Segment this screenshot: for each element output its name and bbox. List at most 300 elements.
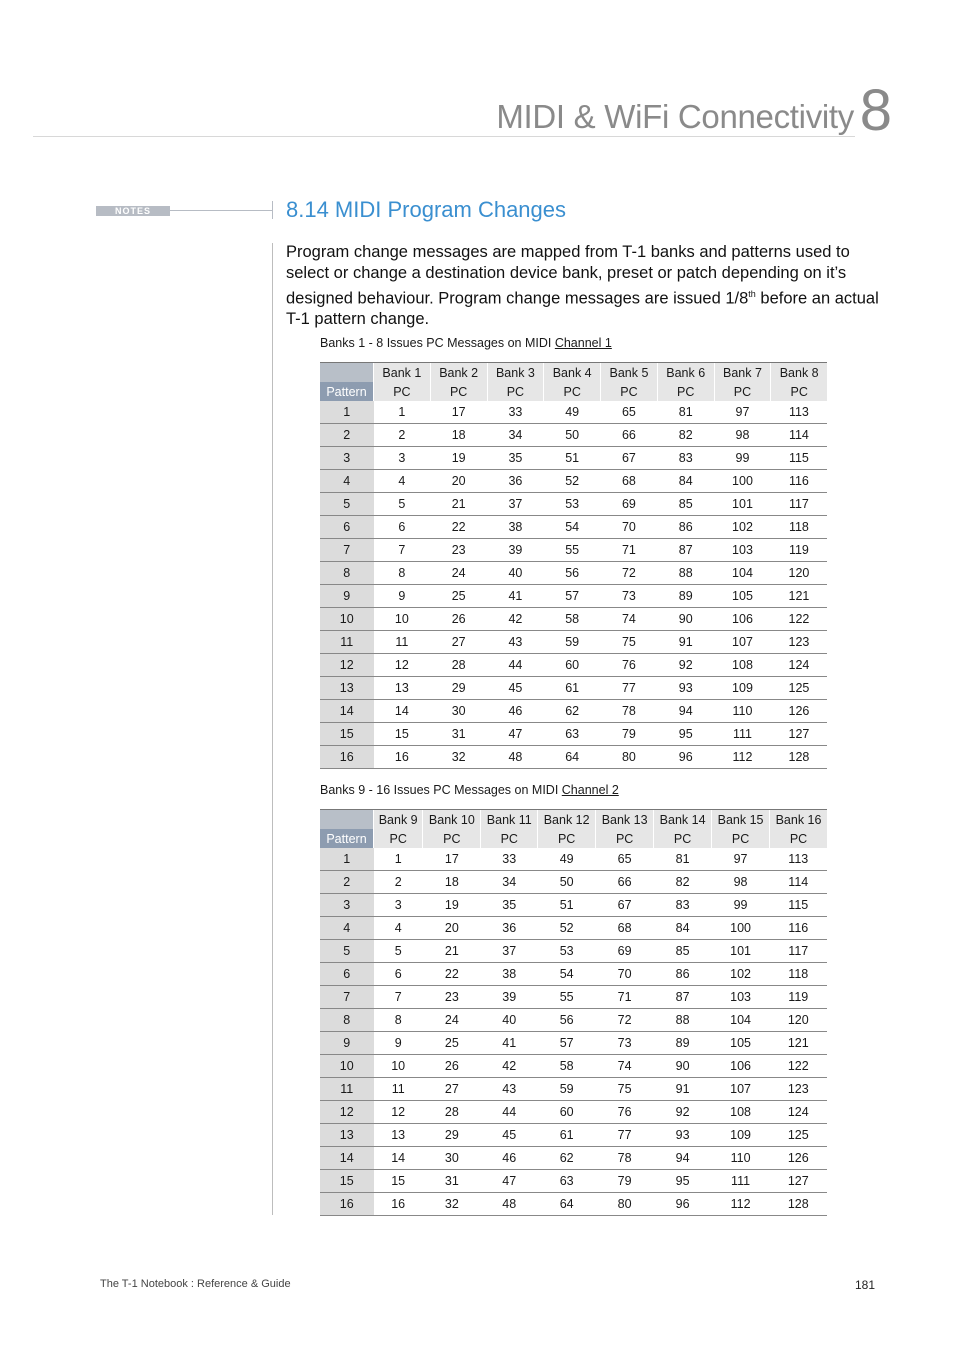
pattern-number-cell: 2 — [320, 871, 374, 894]
pc-value-cell: 77 — [601, 677, 658, 700]
pc-value-cell: 97 — [714, 401, 771, 424]
pattern-number-cell: 8 — [320, 562, 374, 585]
pattern-number-cell: 1 — [320, 401, 374, 424]
bank-header-row — [320, 810, 827, 830]
pattern-number-cell: 2 — [320, 424, 374, 447]
pc-value-cell: 47 — [481, 1170, 538, 1193]
pc-value-cell: 80 — [601, 746, 658, 769]
pc-value-cell: 111 — [714, 723, 771, 746]
pc-value-cell: 55 — [538, 986, 596, 1009]
pc-value-cell: 81 — [654, 848, 712, 871]
bank-header: Bank 9 — [374, 810, 423, 830]
pc-value-cell: 66 — [596, 871, 654, 894]
table-row — [320, 516, 827, 539]
pc-value-cell: 103 — [712, 986, 770, 1009]
pc-value-cell: 80 — [596, 1193, 654, 1216]
pc-value-cell: 70 — [596, 963, 654, 986]
pc-value-cell: 30 — [423, 1147, 481, 1170]
pc-header: PC — [714, 382, 771, 401]
bank-header: Bank 16 — [770, 810, 827, 830]
pattern-number-cell: 13 — [320, 1124, 374, 1147]
bank-header: Bank 7 — [714, 363, 771, 383]
table-row — [320, 917, 827, 940]
pc-value-cell: 83 — [654, 894, 712, 917]
pc-value-cell: 60 — [538, 1101, 596, 1124]
pc-value-cell: 101 — [714, 493, 771, 516]
intro-superscript: th — [748, 288, 756, 299]
bank-header: Bank 12 — [538, 810, 596, 830]
pc-value-cell: 44 — [487, 654, 544, 677]
pc-value-cell: 5 — [374, 940, 423, 963]
pc-value-cell: 73 — [596, 1032, 654, 1055]
pc-value-cell: 112 — [714, 746, 771, 769]
pc-value-cell: 61 — [544, 677, 601, 700]
table-row — [320, 585, 827, 608]
pc-value-cell: 32 — [430, 746, 487, 769]
pc-value-cell: 124 — [771, 654, 827, 677]
pattern-number-cell: 10 — [320, 608, 374, 631]
pc-value-cell: 112 — [712, 1193, 770, 1216]
pc-value-cell: 71 — [596, 986, 654, 1009]
pc-header: PC — [487, 382, 544, 401]
pc-value-cell: 39 — [487, 539, 544, 562]
pc-value-cell: 18 — [430, 424, 487, 447]
table-row — [320, 1170, 827, 1193]
pc-value-cell: 46 — [481, 1147, 538, 1170]
pattern-number-cell: 11 — [320, 631, 374, 654]
pc-value-cell: 1 — [374, 401, 431, 424]
pc-value-cell: 29 — [423, 1124, 481, 1147]
pc-value-cell: 97 — [712, 848, 770, 871]
pattern-number-cell: 3 — [320, 894, 374, 917]
intro-text-2: before an actual T-1 pattern change. — [286, 289, 879, 328]
pc-value-cell: 3 — [374, 447, 431, 470]
table-row — [320, 723, 827, 746]
pc-value-cell: 1 — [374, 848, 423, 871]
pattern-number-cell: 9 — [320, 585, 374, 608]
pc-header: PC — [538, 829, 596, 848]
pc-value-cell: 18 — [423, 871, 481, 894]
pc-value-cell: 42 — [481, 1055, 538, 1078]
pc-value-cell: 101 — [712, 940, 770, 963]
pc-value-cell: 124 — [770, 1101, 827, 1124]
pattern-number-cell: 6 — [320, 963, 374, 986]
table-row — [320, 940, 827, 963]
bank-header: Bank 15 — [712, 810, 770, 830]
pc-value-cell: 128 — [771, 746, 827, 769]
pc-value-cell: 28 — [423, 1101, 481, 1124]
pc-value-cell: 58 — [544, 608, 601, 631]
pattern-number-cell: 14 — [320, 700, 374, 723]
pc-value-cell: 17 — [423, 848, 481, 871]
pattern-number-cell: 6 — [320, 516, 374, 539]
pc-value-cell: 91 — [654, 1078, 712, 1101]
pc-value-cell: 104 — [712, 1009, 770, 1032]
pc-value-cell: 102 — [714, 516, 771, 539]
pc-value-cell: 53 — [544, 493, 601, 516]
pc-value-cell: 92 — [654, 1101, 712, 1124]
pc-header: PC — [712, 829, 770, 848]
pattern-number-cell: 13 — [320, 677, 374, 700]
pc-value-cell: 65 — [601, 401, 658, 424]
caption-channel: Channel 2 — [561, 783, 619, 797]
pc-value-cell: 22 — [423, 963, 481, 986]
bank-header: Bank 6 — [657, 363, 714, 383]
pc-value-cell: 40 — [481, 1009, 538, 1032]
table-row — [320, 746, 827, 769]
pc-value-cell: 96 — [657, 746, 714, 769]
pc-value-cell: 9 — [374, 585, 431, 608]
pc-value-cell: 49 — [544, 401, 601, 424]
pc-value-cell: 7 — [374, 539, 431, 562]
pattern-number-cell: 1 — [320, 848, 374, 871]
pc-value-cell: 33 — [481, 848, 538, 871]
pc-value-cell: 34 — [481, 871, 538, 894]
pc-value-cell: 84 — [654, 917, 712, 940]
pc-value-cell: 64 — [538, 1193, 596, 1216]
pc-header: PC — [601, 382, 658, 401]
pc-value-cell: 119 — [771, 539, 827, 562]
pc-value-cell: 15 — [374, 723, 431, 746]
pc-value-cell: 63 — [538, 1170, 596, 1193]
pc-value-cell: 27 — [430, 631, 487, 654]
pc-value-cell: 13 — [374, 677, 431, 700]
column-rule — [272, 243, 273, 1215]
pc-value-cell: 39 — [481, 986, 538, 1009]
pc-value-cell: 28 — [430, 654, 487, 677]
pc-value-cell: 72 — [601, 562, 658, 585]
table-row — [320, 963, 827, 986]
table-row — [320, 894, 827, 917]
pc-value-cell: 111 — [712, 1170, 770, 1193]
pc-value-cell: 56 — [538, 1009, 596, 1032]
page-number: 181 — [855, 1278, 876, 1292]
table-row — [320, 1101, 827, 1124]
pc-value-cell: 58 — [538, 1055, 596, 1078]
pc-value-cell: 108 — [714, 654, 771, 677]
table-row — [320, 871, 827, 894]
caption-channel: Channel 1 — [554, 336, 612, 350]
chapter-title: MIDI & WiFi Connectivity — [496, 98, 854, 135]
pc-value-cell: 15 — [374, 1170, 423, 1193]
pattern-number-cell: 8 — [320, 1009, 374, 1032]
pc-value-cell: 107 — [712, 1078, 770, 1101]
pc-value-cell: 95 — [657, 723, 714, 746]
pc-value-cell: 24 — [423, 1009, 481, 1032]
pc-value-cell: 74 — [601, 608, 658, 631]
pc-value-cell: 95 — [654, 1170, 712, 1193]
section-title: 8.14 MIDI Program Changes — [286, 197, 567, 222]
bank-header: Bank 10 — [423, 810, 481, 830]
table-row — [320, 677, 827, 700]
pc-header: PC — [374, 382, 431, 401]
pc-value-cell: 14 — [374, 700, 431, 723]
pc-value-cell: 59 — [538, 1078, 596, 1101]
bank-header: Bank 5 — [601, 363, 658, 383]
pc-value-cell: 117 — [770, 940, 827, 963]
pc-value-cell: 23 — [423, 986, 481, 1009]
pc-value-cell: 52 — [544, 470, 601, 493]
pc-value-cell: 106 — [712, 1055, 770, 1078]
pc-value-cell: 11 — [374, 631, 431, 654]
pc-value-cell: 82 — [654, 871, 712, 894]
table-row — [320, 1124, 827, 1147]
pc-value-cell: 36 — [481, 917, 538, 940]
pc-value-cell: 41 — [481, 1032, 538, 1055]
pc-value-cell: 89 — [657, 585, 714, 608]
pc-value-cell: 66 — [601, 424, 658, 447]
pc-value-cell: 116 — [771, 470, 827, 493]
pc-value-cell: 87 — [654, 986, 712, 1009]
pc-value-cell: 25 — [430, 585, 487, 608]
pc-header: PC — [374, 829, 423, 848]
pc-value-cell: 20 — [423, 917, 481, 940]
pc-value-cell: 123 — [770, 1078, 827, 1101]
pc-value-cell: 8 — [374, 562, 431, 585]
pc-value-cell: 13 — [374, 1124, 423, 1147]
table-row — [320, 401, 827, 424]
pc-value-cell: 104 — [714, 562, 771, 585]
pc-value-cell: 88 — [657, 562, 714, 585]
pc-value-cell: 106 — [714, 608, 771, 631]
pattern-number-cell: 4 — [320, 470, 374, 493]
bank-header: Bank 4 — [544, 363, 601, 383]
pc-value-cell: 12 — [374, 654, 431, 677]
pc-value-cell: 45 — [487, 677, 544, 700]
pc-value-cell: 3 — [374, 894, 423, 917]
pattern-number-cell: 12 — [320, 654, 374, 677]
pc-value-cell: 35 — [481, 894, 538, 917]
pc-value-cell: 99 — [714, 447, 771, 470]
pc-header: PC — [596, 829, 654, 848]
table-row — [320, 631, 827, 654]
pc-value-cell: 82 — [657, 424, 714, 447]
table-row — [320, 470, 827, 493]
pc-value-cell: 79 — [596, 1170, 654, 1193]
pc-value-cell: 81 — [657, 401, 714, 424]
pc-value-cell: 77 — [596, 1124, 654, 1147]
pc-value-cell: 50 — [538, 871, 596, 894]
pc-value-cell: 22 — [430, 516, 487, 539]
pc-value-cell: 113 — [770, 848, 827, 871]
pc-value-cell: 19 — [423, 894, 481, 917]
pc-value-cell: 114 — [770, 871, 827, 894]
pc-value-cell: 25 — [423, 1032, 481, 1055]
pc-value-cell: 48 — [481, 1193, 538, 1216]
table-row — [320, 1055, 827, 1078]
pc-value-cell: 115 — [771, 447, 827, 470]
pc-value-cell: 92 — [657, 654, 714, 677]
header-corner — [320, 810, 374, 830]
pc-value-cell: 7 — [374, 986, 423, 1009]
pc-header: PC — [654, 829, 712, 848]
pc-value-cell: 55 — [544, 539, 601, 562]
pc-value-cell: 12 — [374, 1101, 423, 1124]
pc-value-cell: 126 — [770, 1147, 827, 1170]
pc-value-cell: 56 — [544, 562, 601, 585]
pc-value-cell: 5 — [374, 493, 431, 516]
pc-value-cell: 102 — [712, 963, 770, 986]
pc-header: PC — [430, 382, 487, 401]
bank-header: Bank 13 — [596, 810, 654, 830]
pc-value-cell: 64 — [544, 746, 601, 769]
pc-value-cell: 43 — [487, 631, 544, 654]
table-row — [320, 1078, 827, 1101]
pc-value-cell: 20 — [430, 470, 487, 493]
pc-value-cell: 91 — [657, 631, 714, 654]
pc-value-cell: 121 — [771, 585, 827, 608]
bank-header: Bank 1 — [374, 363, 431, 383]
table-row — [320, 848, 827, 871]
pc-value-cell: 75 — [596, 1078, 654, 1101]
pc-header: PC — [423, 829, 481, 848]
pc-value-cell: 118 — [770, 963, 827, 986]
pc-value-cell: 70 — [601, 516, 658, 539]
pc-value-cell: 33 — [487, 401, 544, 424]
pc-value-cell: 75 — [601, 631, 658, 654]
pc-value-cell: 19 — [430, 447, 487, 470]
pc-value-cell: 99 — [712, 894, 770, 917]
pc-value-cell: 67 — [601, 447, 658, 470]
pc-value-cell: 46 — [487, 700, 544, 723]
table-row — [320, 539, 827, 562]
pc-value-cell: 24 — [430, 562, 487, 585]
notes-tick — [272, 201, 273, 219]
pc-value-cell: 88 — [654, 1009, 712, 1032]
pc-value-cell: 45 — [481, 1124, 538, 1147]
bank-header: Bank 14 — [654, 810, 712, 830]
pc-value-cell: 103 — [714, 539, 771, 562]
pc-value-cell: 115 — [770, 894, 827, 917]
pc-value-cell: 120 — [770, 1009, 827, 1032]
pc-value-cell: 116 — [770, 917, 827, 940]
pc-value-cell: 105 — [712, 1032, 770, 1055]
pattern-header: Pattern — [320, 829, 374, 848]
chapter-number: 8 — [859, 78, 892, 143]
pc-value-cell: 10 — [374, 1055, 423, 1078]
pc-value-cell: 113 — [771, 401, 827, 424]
pattern-number-cell: 15 — [320, 723, 374, 746]
pc-value-cell: 108 — [712, 1101, 770, 1124]
pc-value-cell: 54 — [544, 516, 601, 539]
pc-value-cell: 68 — [596, 917, 654, 940]
pc-value-cell: 16 — [374, 1193, 423, 1216]
pc-value-cell: 125 — [771, 677, 827, 700]
pc-value-cell: 38 — [481, 963, 538, 986]
pc-value-cell: 2 — [374, 871, 423, 894]
pc-value-cell: 90 — [654, 1055, 712, 1078]
pc-value-cell: 47 — [487, 723, 544, 746]
intro-text-1: Program change messages are mapped from T-1 banks and patterns used to select or change a destination device bank, preset or patch depending on it’s designed behaviour. Program change messages are issued 1/8 — [286, 243, 850, 308]
pc-value-cell: 79 — [601, 723, 658, 746]
pc-value-cell: 85 — [654, 940, 712, 963]
pc-value-cell: 6 — [374, 963, 423, 986]
pc-value-cell: 44 — [481, 1101, 538, 1124]
table-row — [320, 1147, 827, 1170]
bank-header: Bank 11 — [481, 810, 538, 830]
pc-value-cell: 34 — [487, 424, 544, 447]
pc-value-cell: 62 — [544, 700, 601, 723]
pc-value-cell: 16 — [374, 746, 431, 769]
table-row — [320, 562, 827, 585]
caption-text: Banks 1 - 8 Issues PC Messages on MIDI — [320, 336, 555, 350]
pc-value-cell: 107 — [714, 631, 771, 654]
table-row — [320, 700, 827, 723]
pc-value-cell: 4 — [374, 917, 423, 940]
pc-value-cell: 41 — [487, 585, 544, 608]
pc-value-cell: 68 — [601, 470, 658, 493]
pc-header: PC — [770, 829, 827, 848]
pc-value-cell: 9 — [374, 1032, 423, 1055]
pc-value-cell: 60 — [544, 654, 601, 677]
table-row — [320, 1032, 827, 1055]
pc-value-cell: 26 — [430, 608, 487, 631]
pattern-number-cell: 5 — [320, 493, 374, 516]
pattern-number-cell: 10 — [320, 1055, 374, 1078]
pattern-number-cell: 5 — [320, 940, 374, 963]
pc-value-cell: 110 — [714, 700, 771, 723]
pc-value-cell: 35 — [487, 447, 544, 470]
pc-value-cell: 27 — [423, 1078, 481, 1101]
pattern-number-cell: 14 — [320, 1147, 374, 1170]
table-row — [320, 654, 827, 677]
pc-value-cell: 67 — [596, 894, 654, 917]
pc-value-cell: 100 — [714, 470, 771, 493]
pc-value-cell: 98 — [714, 424, 771, 447]
pc-header: PC — [657, 382, 714, 401]
table-row — [320, 1193, 827, 1216]
pattern-number-cell: 16 — [320, 1193, 374, 1216]
pc-value-cell: 52 — [538, 917, 596, 940]
pc-value-cell: 76 — [601, 654, 658, 677]
pc-value-cell: 93 — [654, 1124, 712, 1147]
pc-value-cell: 54 — [538, 963, 596, 986]
bank-header: Bank 2 — [430, 363, 487, 383]
table-caption-1 — [320, 336, 612, 350]
pc-header-row — [320, 382, 827, 401]
pc-value-cell: 118 — [771, 516, 827, 539]
pc-value-cell: 31 — [423, 1170, 481, 1193]
pc-value-cell: 117 — [771, 493, 827, 516]
pc-value-cell: 94 — [654, 1147, 712, 1170]
pattern-header: Pattern — [320, 382, 374, 401]
caption-text: Banks 9 - 16 Issues PC Messages on MIDI — [320, 783, 562, 797]
pc-value-cell: 36 — [487, 470, 544, 493]
pc-value-cell: 78 — [601, 700, 658, 723]
pc-value-cell: 57 — [538, 1032, 596, 1055]
pc-value-cell: 57 — [544, 585, 601, 608]
pc-value-cell: 2 — [374, 424, 431, 447]
pc-value-cell: 84 — [657, 470, 714, 493]
pc-value-cell: 105 — [714, 585, 771, 608]
pattern-number-cell: 7 — [320, 986, 374, 1009]
pattern-number-cell: 3 — [320, 447, 374, 470]
pc-value-cell: 69 — [596, 940, 654, 963]
pc-value-cell: 85 — [657, 493, 714, 516]
notes-rule — [170, 210, 272, 211]
pc-value-cell: 29 — [430, 677, 487, 700]
pc-value-cell: 89 — [654, 1032, 712, 1055]
pc-value-cell: 31 — [430, 723, 487, 746]
pc-value-cell: 21 — [430, 493, 487, 516]
pattern-number-cell: 12 — [320, 1101, 374, 1124]
pc-value-cell: 6 — [374, 516, 431, 539]
pc-value-cell: 26 — [423, 1055, 481, 1078]
footer-title: The T-1 Notebook : Reference & Guide — [100, 1278, 291, 1290]
pattern-number-cell: 7 — [320, 539, 374, 562]
pc-value-cell: 119 — [770, 986, 827, 1009]
pc-value-cell: 71 — [601, 539, 658, 562]
